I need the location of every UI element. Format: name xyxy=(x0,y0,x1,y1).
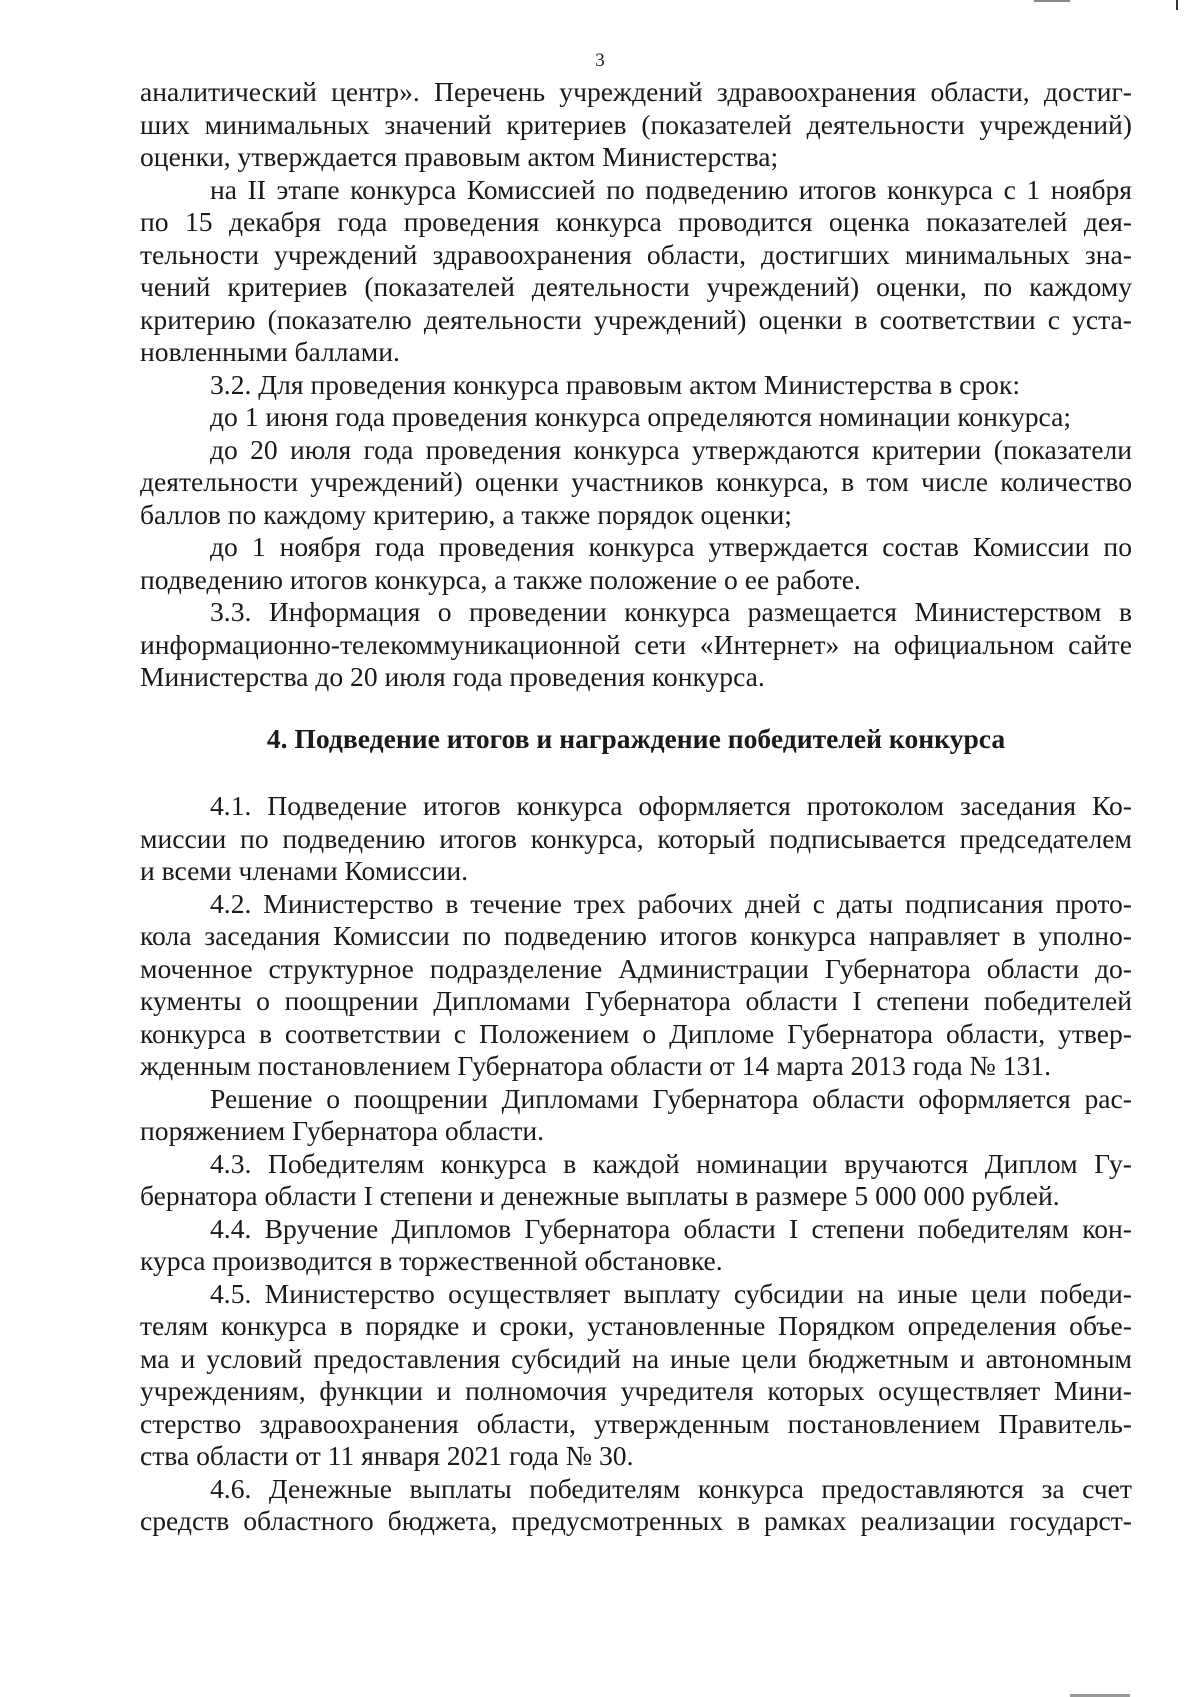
text-line: ма и условий предоставления субсидий на иные цели бюджетным и автономным xyxy=(140,1342,1132,1374)
text-line: жденным постановлением Губернатора области от 14 марта 2013 года № 131. xyxy=(140,1050,1052,1081)
text-line: учреждениям, функции и полномочия учредителя которых осуществляет Мини- xyxy=(140,1375,1132,1406)
scan-edge-mark xyxy=(1034,0,1070,2)
text-line: 4.1. Подведение итогов конкурса оформляется протоколом заседания Ко- xyxy=(210,790,1132,821)
text-line: поряжением Губернатора области. xyxy=(140,1115,545,1146)
text-line: до 1 июня года проведения конкурса определяются номинации конкурса; xyxy=(210,401,1072,432)
text-line: до 1 ноября года проведения конкурса утверждается состав Комиссии по xyxy=(210,531,1132,562)
text-line: ства области от 11 января 2021 года № 30. xyxy=(140,1440,634,1471)
text-line: ших минимальных значений критериев (показателей деятельности учреждений) xyxy=(140,108,1132,140)
text-line: деятельности учреждений) оценки участников конкурса, в том числе количество xyxy=(140,466,1132,497)
text-line: телям конкурса в порядке и сроки, установленные Порядком определения объе- xyxy=(140,1310,1132,1341)
text-line: 3.2. Для проведения конкурса правовым актом Министерства в срок: xyxy=(210,368,1021,400)
text-line: новленными баллами. xyxy=(140,336,400,367)
text-line: 4.6. Денежные выплаты победителям конкурса предоставляются за счет xyxy=(210,1472,1132,1504)
page-number: 3 xyxy=(595,50,605,71)
text-line: моченное структурное подразделение Администрации Губернатора области до- xyxy=(140,952,1132,984)
text-line: до 20 июля года проведения конкурса утверждаются критерии (показатели xyxy=(210,433,1132,465)
text-line: аналитический центр». Перечень учреждений здравоохранения области, достиг- xyxy=(140,76,1132,107)
text-line: Решение о поощрении Дипломами Губернатора области оформляется рас- xyxy=(210,1082,1132,1114)
text-line: 4.5. Министерство осуществляет выплату субсидии на иные цели победи- xyxy=(210,1277,1132,1309)
text-line: подведению итогов конкурса, а также положение о ее работе. xyxy=(140,563,861,595)
text-line: Министерства до 20 июля года проведения конкурса. xyxy=(140,661,765,692)
text-line: на II этапе конкурса Комиссией по подведению итогов конкурса с 1 ноября xyxy=(210,173,1132,205)
section-3-text xyxy=(140,76,1132,694)
text-line: баллов по каждому критерию, а также порядок оценки; xyxy=(140,498,792,530)
text-line: стерство здравоохранения области, утвержденным постановлением Правитель- xyxy=(140,1407,1132,1439)
text-line: и всеми членами Комиссии. xyxy=(140,855,468,886)
text-line: конкурса в соответствии с Положением о Дипломе Губернатора области, утвер- xyxy=(140,1017,1132,1049)
text-line: критерию (показателю деятельности учреждений) оценки в соответствии с уста- xyxy=(140,303,1132,335)
text-line: 4.4. Вручение Дипломов Губернатора области I степени победителям кон- xyxy=(210,1212,1132,1244)
text-line: бернатора области I степени и денежные выплаты в размере 5 000 000 рублей. xyxy=(140,1180,1060,1211)
text-line: чений критериев (показателей деятельности учреждений) оценки, по каждому xyxy=(140,271,1132,302)
text-line: оценки, утверждается правовым актом Министерства; xyxy=(140,141,779,172)
text-line: кументы о поощрении Дипломами Губернатора области I степени победителей xyxy=(140,985,1132,1016)
text-line: 3.3. Информация о проведении конкурса размещается Министерством в xyxy=(210,596,1132,627)
text-line: кола заседания Комиссии по подведению итогов конкурса направляет в уполно- xyxy=(140,920,1132,951)
text-line: курса производится в торжественной обстановке. xyxy=(140,1245,723,1276)
scan-edge-mark xyxy=(1176,0,1178,10)
text-line: тельности учреждений здравоохранения области, достигших минимальных зна- xyxy=(140,238,1132,270)
text-line: 4.2. Министерство в течение трех рабочих дней с даты подписания прото- xyxy=(210,887,1132,919)
text-line: миссии по подведению итогов конкурса, который подписывается председателем xyxy=(140,822,1132,854)
section-4-text xyxy=(140,790,1132,1538)
section-4-heading: 4. Подведение итогов и награждение победителей конкурса xyxy=(266,723,1006,754)
text-line: по 15 декабря года проведения конкурса проводится оценка показателей дея- xyxy=(140,206,1132,237)
text-line: 4.3. Победителям конкурса в каждой номинации вручаются Диплом Гу- xyxy=(210,1147,1132,1179)
text-line: информационно-телекоммуникационной сети «Интернет» на официальном сайте xyxy=(140,628,1132,660)
text-line: средств областного бюджета, предусмотренных в рамках реализации государст- xyxy=(140,1505,1132,1536)
